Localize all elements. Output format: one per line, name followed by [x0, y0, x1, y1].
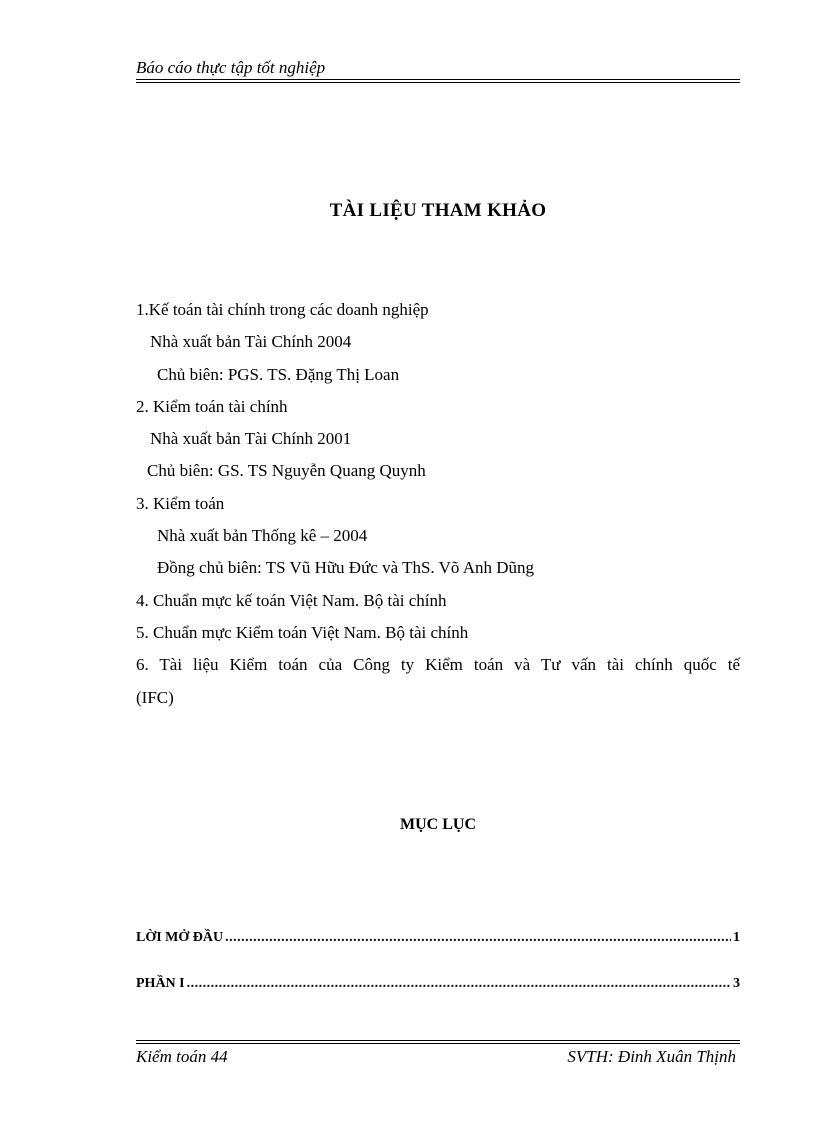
reference-line: Đồng chủ biên: TS Vũ Hữu Đức và ThS. Võ Anh Dũng	[157, 558, 535, 578]
references-heading: TÀI LIỆU THAM KHẢO	[329, 200, 547, 221]
reference-line: (IFC)	[136, 687, 174, 707]
reference-line: Nhà xuất bản Tài Chính 2001	[150, 429, 352, 449]
toc-entry-page: 1	[733, 930, 740, 945]
reference-line: Chủ biên: PGS. TS. Đặng Thị Loan	[157, 364, 400, 384]
footer-right-text: SVTH: Đinh Xuân Thịnh	[567, 1047, 736, 1066]
toc-entry-label: LỜI MỞ ĐẦU	[136, 930, 224, 945]
header-rule	[136, 79, 740, 83]
toc-entry-page: 3	[733, 976, 740, 991]
reference-line: Chủ biên: GS. TS Nguyễn Quang Quynh	[147, 461, 426, 481]
toc-entry[interactable]	[136, 976, 740, 992]
page-header	[136, 58, 740, 83]
footer-rule	[136, 1040, 740, 1044]
toc-dot-leader	[225, 930, 731, 946]
footer-left-text: Kiểm toán 44	[136, 1047, 228, 1066]
toc-dot-leader	[187, 976, 731, 992]
toc-heading: MỤC LỤC	[400, 816, 476, 833]
reference-line: 1.Kế toán tài chính trong các doanh nghiệp	[136, 300, 429, 319]
toc-entry[interactable]	[136, 930, 740, 946]
reference-line: 5. Chuẩn mực Kiểm toán Việt Nam. Bộ tài chính	[136, 622, 469, 642]
reference-line: 3. Kiểm toán	[136, 493, 225, 513]
toc-entry-label: PHẦN I	[136, 976, 185, 991]
reference-line: 6. Tài liệu Kiểm toán của Công ty Kiểm toán và Tư vấn tài chính quốc tế	[136, 655, 740, 675]
reference-line: Nhà xuất bản Thống kê – 2004	[157, 526, 368, 546]
references-list	[136, 296, 740, 716]
page-footer	[136, 1040, 740, 1067]
reference-line: 2. Kiểm toán tài chính	[136, 396, 288, 416]
reference-line: 4. Chuẩn mực kế toán Việt Nam. Bộ tài chính	[136, 590, 447, 610]
reference-line: Nhà xuất bản Tài Chính 2004	[150, 332, 352, 352]
header-title: Báo cáo thực tập tốt nghiệp	[136, 58, 326, 77]
